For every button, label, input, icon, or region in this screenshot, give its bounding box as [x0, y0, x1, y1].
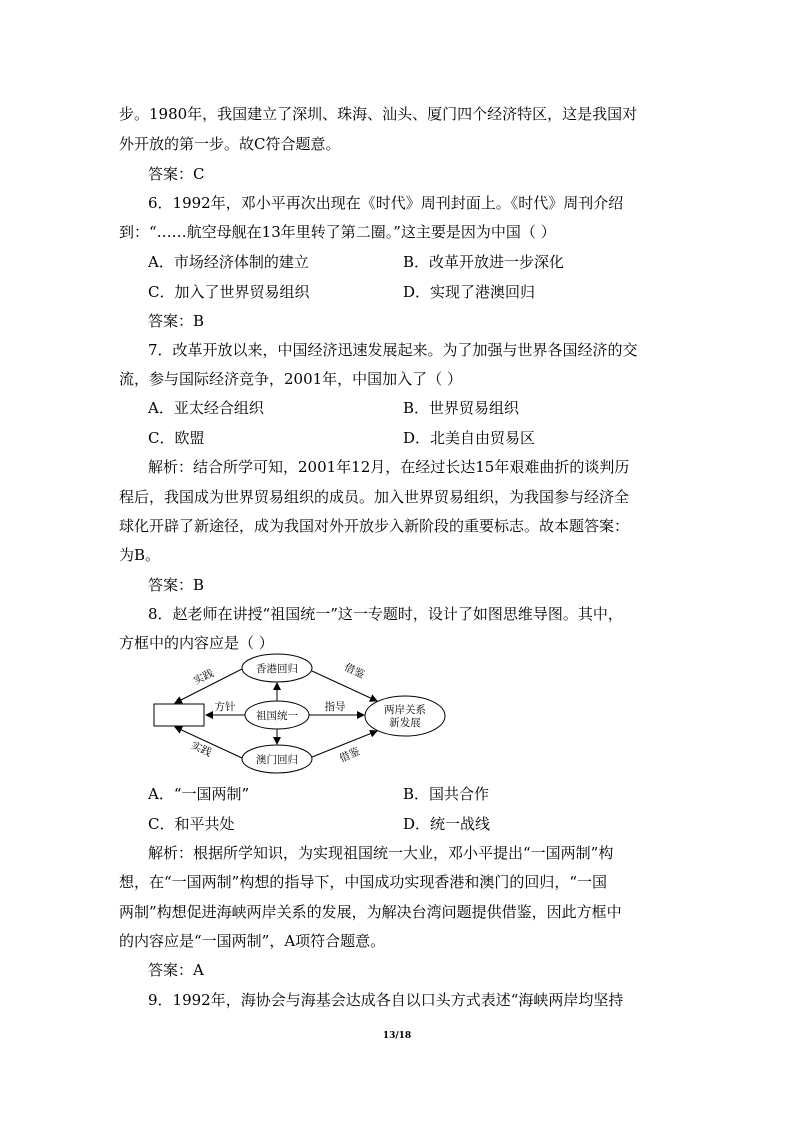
- question-7-stem-cont: 流，参与国际经济竞争，2001年，中国加入了（ ）: [119, 370, 462, 388]
- edge-label-jiejian-bottom: 借鉴: [337, 745, 362, 766]
- q7-analysis-cont: 为B。: [119, 546, 161, 564]
- node-top-label: 香港回归: [256, 663, 298, 675]
- q8-option-b: B．国共合作: [403, 785, 490, 803]
- edge-label-jiejian-top: 借鉴: [342, 661, 367, 682]
- edge-label-shijian-bottom: 实践: [189, 739, 214, 760]
- q7-answer: 答案：B: [148, 576, 205, 594]
- node-right: [365, 696, 445, 736]
- q8-option-d: D．统一战线: [403, 815, 491, 833]
- q8-analysis-cont: 两制”构想促进海峡两岸关系的发展，为解决台湾问题提供借鉴，因此方框中: [119, 903, 622, 921]
- q7-option-d: D．北美自由贸易区: [403, 429, 536, 447]
- q8-option-c: C．和平共处: [148, 815, 235, 833]
- q8-analysis-cont: 的内容应是“一国两制”，A项符合题意。: [119, 932, 386, 950]
- q6-answer: 答案：B: [148, 312, 205, 330]
- mind-map-diagram: [150, 652, 450, 778]
- q7-option-a: A．亚太经合组织: [148, 399, 264, 417]
- node-right-label: 新发展: [389, 717, 421, 729]
- question-7-stem: 7．改革开放以来，中国经济迅速发展起来。为了加强与世界各国经济的交: [148, 341, 638, 359]
- q8-answer: 答案：A: [148, 961, 204, 979]
- q7-option-b: B．世界贸易组织: [403, 399, 520, 417]
- q8-analysis: 解析：根据所学知识，为实现祖国统一大业，邓小平提出“一国两制”构: [148, 844, 614, 862]
- q7-analysis-cont: 球化开辟了新途径，成为我国对外开放步入新阶段的重要标志。故本题答案：: [119, 517, 630, 535]
- node-center-label: 祖国统一: [256, 710, 298, 722]
- q6-option-d: D．实现了港澳回归: [403, 283, 536, 301]
- q7-analysis: 解析：结合所学可知，2001年12月，在经过长达15年艰难曲折的谈判历: [148, 458, 630, 476]
- edge-label-fangzhen: 方针: [214, 701, 236, 713]
- question-8-stem-cont: 方框中的内容应是（ ）: [119, 634, 274, 652]
- q7-option-c: C．欧盟: [148, 429, 205, 447]
- question-6-stem: 6．1992年，邓小平再次出现在《时代》周刊封面上。《时代》周刊介绍: [148, 194, 624, 212]
- node-bottom-label: 澳门回归: [256, 754, 298, 766]
- edge-label-zhidao: 指导: [324, 701, 346, 713]
- q6-option-a: A．市场经济体制的建立: [148, 253, 309, 271]
- page-number: 13/18: [382, 1031, 412, 1041]
- text-line: 步。1980年，我国建立了深圳、珠海、汕头、厦门四个经济特区，这是我国对: [119, 105, 638, 123]
- q8-option-a: A．“一国两制”: [148, 785, 250, 803]
- q6-option-b: B．改革开放进一步深化: [403, 253, 565, 271]
- edge-label-shijian-top: 实践: [191, 667, 216, 688]
- answer-line: 答案：C: [148, 165, 205, 183]
- question-8-stem: 8．赵老师在讲授“祖国统一”这一专题时，设计了如图思维导图。其中，: [148, 605, 623, 623]
- blank-box: [154, 704, 204, 726]
- text-line: 外开放的第一步。故C符合题意。: [119, 135, 341, 153]
- question-6-stem-cont: 到：“……航空母舰在13年里转了第二圈。”这主要是因为中国（ ）: [119, 223, 556, 241]
- q7-analysis-cont: 程后，我国成为世界贸易组织的成员。加入世界贸易组织，为我国参与经济全: [119, 488, 630, 506]
- question-9-stem: 9．1992年，海协会与海基会达成各自以口头方式表述“海峡两岸均坚持: [148, 991, 624, 1009]
- q8-analysis-cont: 想，在“一国两制”构想的指导下，中国成功实现香港和澳门的回归，“一国: [119, 873, 608, 891]
- arrow-top-right: [312, 671, 377, 701]
- q6-option-c: C．加入了世界贸易组织: [148, 283, 310, 301]
- node-right-label: 两岸关系: [384, 704, 426, 716]
